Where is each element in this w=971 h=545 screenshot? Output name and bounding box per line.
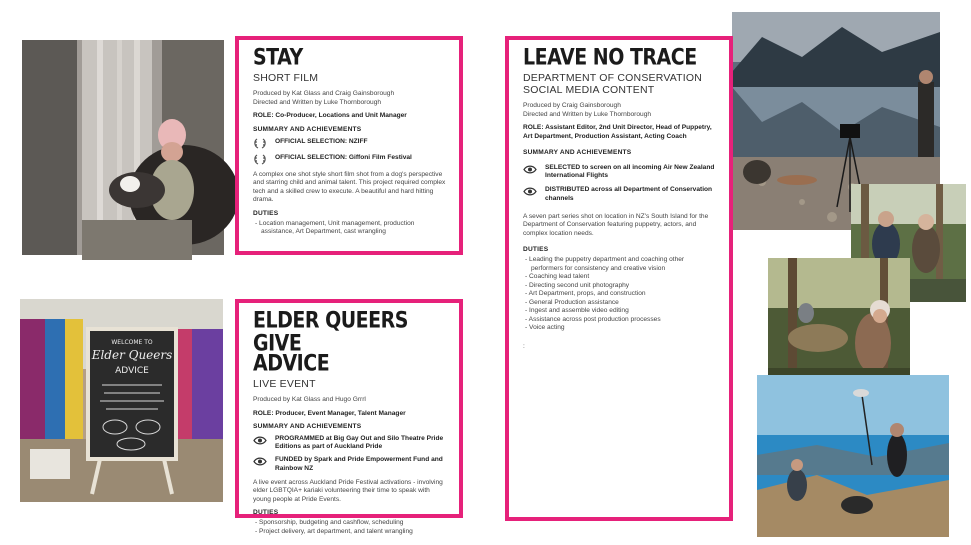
list-item: - Leading the puppetry department and coaching other performers for consistency and creative vision: [523, 256, 717, 273]
elder-title-line2: ADVICE: [253, 350, 330, 377]
eye-icon: [523, 186, 537, 197]
trace-role: [523, 124, 717, 141]
trace-hillside-photo: [757, 375, 949, 537]
elder-achievement: [253, 456, 447, 472]
trace-title: LEAVE NO TRACE: [523, 44, 697, 71]
trace-trailing-mark: :: [523, 342, 525, 350]
stay-photo: [22, 40, 224, 255]
list-item: - Ingest and assemble video editing: [523, 307, 717, 316]
trace-card: [505, 36, 733, 521]
eye-icon: [253, 435, 267, 446]
trace-achievement: [523, 164, 717, 180]
elder-duties-list: [253, 519, 447, 536]
elder-role: [253, 410, 447, 419]
list-item: - Art Department, props, and construction: [523, 290, 717, 299]
trace-role-value: Assistant Editor, 2nd Unit Director, Head of Puppetry, Art Department, Production Assistant, Acting Coach: [523, 124, 712, 140]
elder-card: [235, 299, 463, 535]
trace-subtitle-line1: DEPARTMENT OF CONSERVATION: [523, 72, 703, 84]
trace-duties-heading: DUTIES: [523, 246, 549, 254]
stay-title: STAY: [253, 44, 303, 71]
trace-achievement-text: DISTRIBUTED across all Department of Conservation channels: [545, 186, 713, 202]
stay-role-label: ROLE:: [253, 112, 274, 119]
stay-subtitle: SHORT FILM: [253, 72, 319, 84]
trace-duties-list: [523, 256, 717, 333]
sign-line1: WELCOME TO: [111, 339, 153, 346]
stay-produced-by: Produced by Kat Glass and Craig Gainsborough: [253, 90, 395, 97]
eye-icon: [523, 164, 537, 175]
list-item: - Coaching lead talent: [523, 273, 717, 282]
stay-role: [253, 112, 447, 121]
trace-achievement: [523, 186, 717, 202]
list-item: - Voice acting: [523, 324, 717, 333]
trace-directed-by: Directed and Written by Luke Thornborough: [523, 110, 652, 118]
stay-directed-by: Directed and Written by Luke Thornborough: [253, 98, 382, 106]
list-item: - Sponsorship, budgeting and cashflow, scheduling: [253, 519, 447, 528]
list-item: - Project delivery, art department, and talent wrangling: [253, 528, 447, 537]
trace-role-label: ROLE:: [523, 124, 544, 131]
stay-summary-heading: SUMMARY AND ACHIEVEMENTS: [253, 125, 362, 133]
stay-achievement: [253, 138, 447, 149]
laurel-icon: [253, 154, 267, 165]
elder-achievement: [253, 435, 447, 451]
list-item: - Location management, Unit management, production assistance, Art Department, cast wrangling: [253, 220, 447, 237]
laurel-icon: [253, 138, 267, 149]
stay-card: [235, 36, 463, 255]
elder-summary-heading: SUMMARY AND ACHIEVEMENTS: [253, 423, 362, 430]
trace-subtitle-line2: SOCIAL MEDIA CONTENT: [523, 84, 655, 96]
elder-achievement-text: PROGRAMMED at Big Gay Out and Silo Theatre Pride Editions as part of Auckland Pride: [275, 435, 444, 451]
sign-line3: ADVICE: [115, 366, 149, 376]
elder-duties-heading: DUTIES: [253, 509, 279, 517]
elder-subtitle: LIVE EVENT: [253, 378, 316, 390]
elder-role-value: Producer, Event Manager, Talent Manager: [273, 409, 406, 417]
stay-duties-heading: DUTIES: [253, 209, 279, 217]
stay-duties-list: [253, 220, 447, 237]
trace-summary-heading: SUMMARY AND ACHIEVEMENTS: [523, 149, 632, 156]
stay-achievement-text: OFFICIAL SELECTION: Giffoni Film Festival: [275, 153, 412, 161]
elder-description: A live event across Auckland Pride Festival activations - involving elder LGBTQIA+ kariaki volunteering their time to speak with young people at Pride Events.: [253, 478, 443, 503]
trace-achievement-text: SELECTED to screen on all incoming Air New Zealand International Flights: [545, 164, 715, 180]
stay-description: A complex one shot style short film shot from a dog's perspective and starring child and animal talent. This project required complex tech and a skilled crew to execute. A beautiful and hard hitting drama.: [253, 170, 446, 203]
elder-achievement-text: FUNDED by Spark and Pride Empowerment Fund and Rainbow NZ: [275, 456, 443, 472]
list-item: - Directing second unit photography: [523, 282, 717, 291]
elder-produced-by: Produced by Kat Glass and Hugo Grrrl: [253, 396, 366, 403]
trace-description: A seven part series shot on location in NZ's South Island for the Department of Conservation featuring puppetry, actors, and complex location needs.: [523, 212, 709, 237]
list-item: - General Production assistance: [523, 299, 717, 308]
eye-icon: [253, 456, 267, 467]
trace-produced-by: Produced by Craig Gainsborough: [523, 102, 621, 109]
elder-title-line1: ELDER QUEERS GIVE: [253, 307, 408, 357]
list-item: - Assistance across post production processes: [523, 316, 717, 325]
stay-achievement: [253, 154, 447, 165]
stay-achievement-text: OFFICIAL SELECTION: NZIFF: [275, 137, 368, 145]
elder-role-label: ROLE:: [253, 409, 274, 417]
elder-photo: [20, 299, 223, 502]
stay-role-value: Co-Producer, Locations and Unit Manager: [273, 112, 407, 119]
sign-line2: Elder Queers: [91, 348, 173, 362]
